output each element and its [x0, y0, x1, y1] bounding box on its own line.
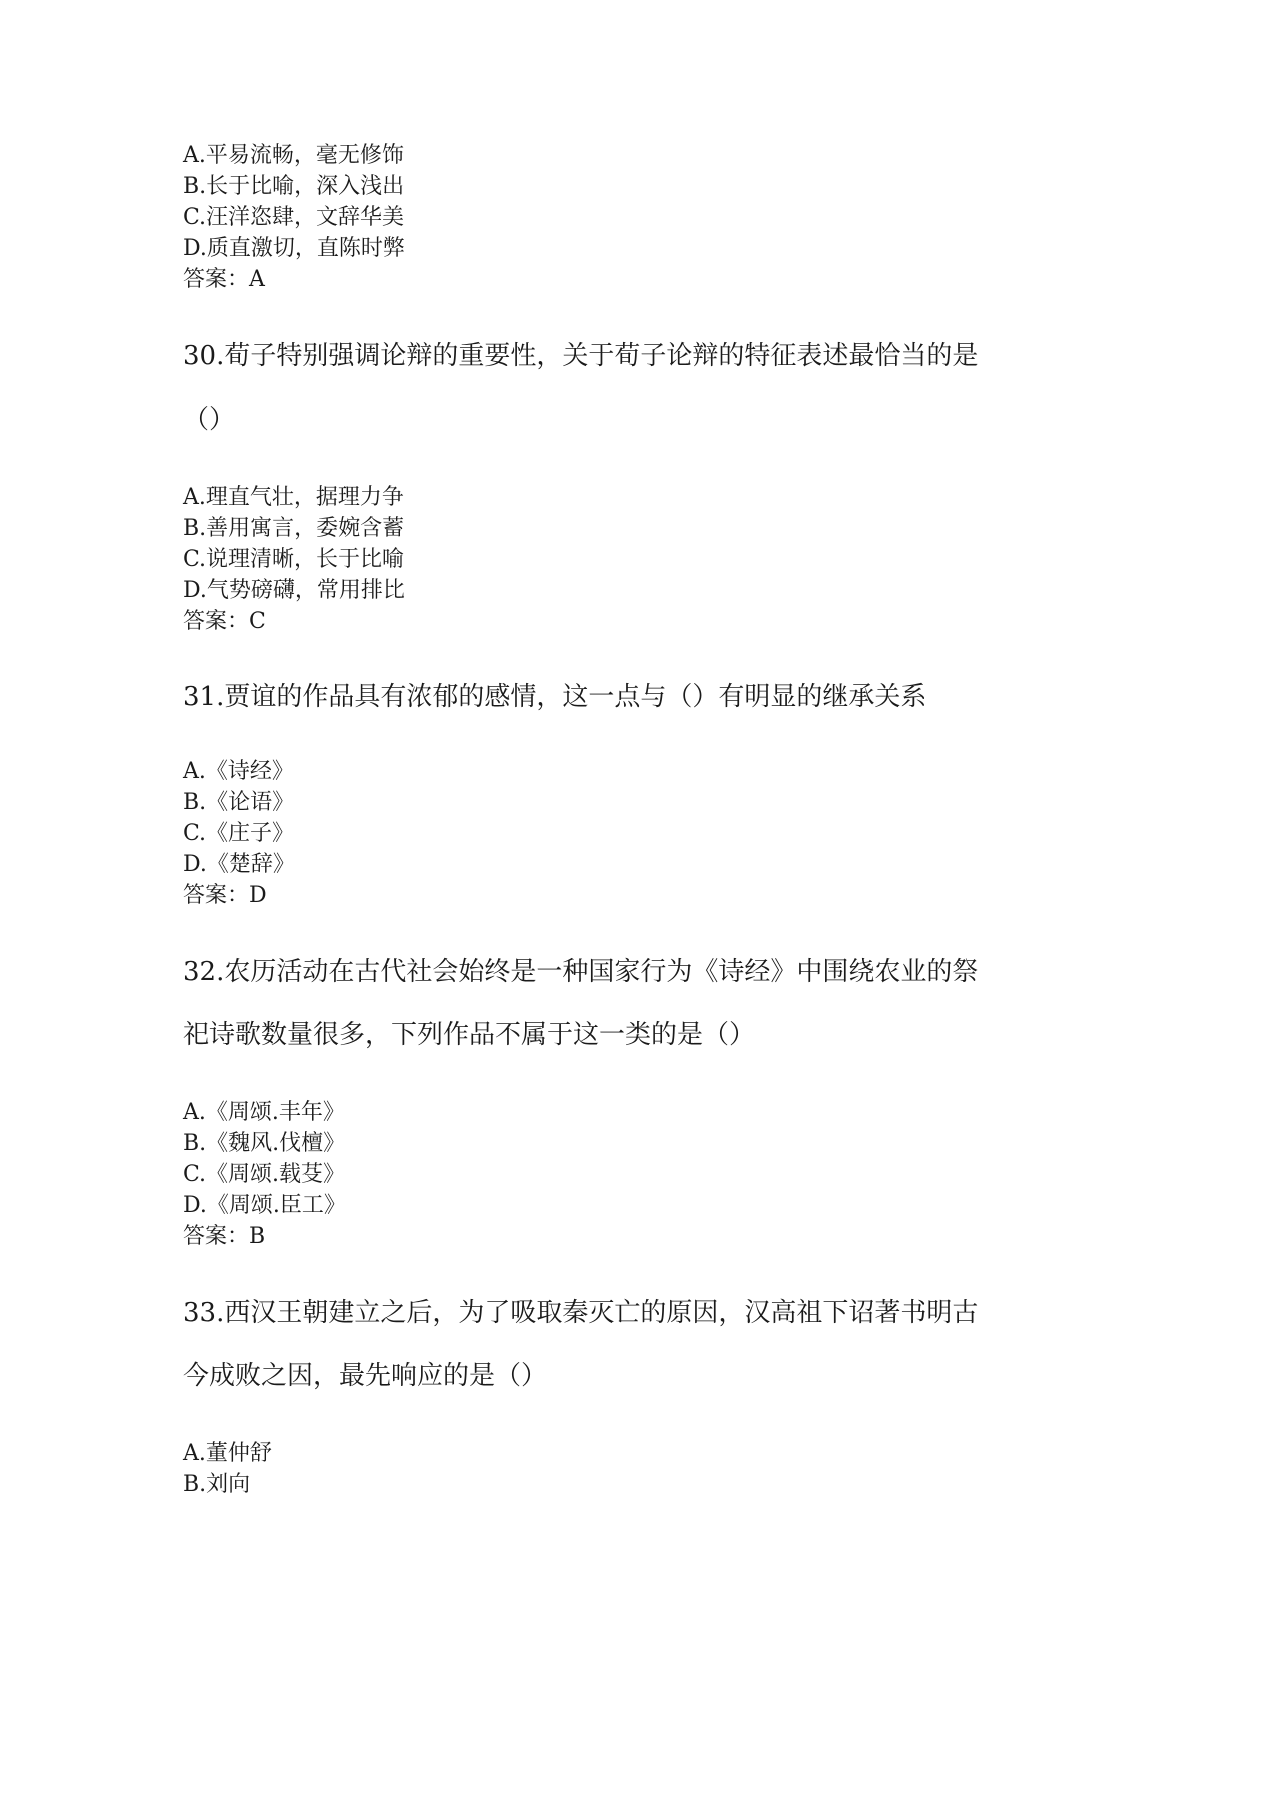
q31-option-a: A.《诗经》 [183, 759, 294, 784]
q31-option-c: C.《庄子》 [183, 821, 295, 846]
q33-option-a: A.董仲舒 [183, 1441, 272, 1466]
q30-option-a: A.理直气壮，据理力争 [183, 485, 404, 510]
q29-option-c: C.汪洋恣肆，文辞华美 [183, 205, 405, 230]
q33-question-cont: 今成败之因，最先响应的是（） [183, 1361, 548, 1391]
q30-question: 30.荀子特别强调论辩的重要性，关于荀子论辩的特征表述最恰当的是 [183, 341, 979, 371]
q30-option-b: B.善用寓言，委婉含蓄 [183, 516, 405, 541]
q32-option-c: C.《周颂.载芟》 [183, 1162, 346, 1187]
q30-option-c: C.说理清晰，长于比喻 [183, 547, 405, 572]
q29-option-d: D.质直激切，直陈时弊 [183, 236, 405, 261]
q31-option-d: D.《楚辞》 [183, 852, 295, 877]
q30-answer: 答案：C [183, 609, 266, 634]
q32-option-a: A.《周颂.丰年》 [183, 1100, 345, 1125]
q32-option-b: B.《魏风.伐檀》 [183, 1131, 346, 1156]
q29-option-a: A.平易流畅，毫无修饰 [183, 143, 404, 168]
q29-option-b: B.长于比喻，深入浅出 [183, 174, 405, 199]
q32-question: 32.农历活动在古代社会始终是一种国家行为《诗经》中围绕农业的祭 [183, 957, 979, 987]
q32-option-d: D.《周颂.臣工》 [183, 1193, 346, 1218]
q33-question: 33.西汉王朝建立之后，为了吸取秦灭亡的原因，汉高祖下诏著书明古 [183, 1298, 979, 1328]
q29-answer: 答案：A [183, 267, 265, 292]
q32-question-cont: 祀诗歌数量很多，下列作品不属于这一类的是（） [183, 1020, 756, 1050]
q33-option-b: B.刘向 [183, 1472, 251, 1497]
q31-question: 31.贾谊的作品具有浓郁的感情，这一点与（）有明显的继承关系 [183, 682, 927, 712]
q31-answer: 答案：D [183, 883, 267, 908]
q30-question-cont: （） [183, 405, 236, 435]
q31-option-b: B.《论语》 [183, 790, 295, 815]
q32-answer: 答案：B [183, 1224, 266, 1249]
q30-option-d: D.气势磅礴，常用排比 [183, 578, 405, 603]
